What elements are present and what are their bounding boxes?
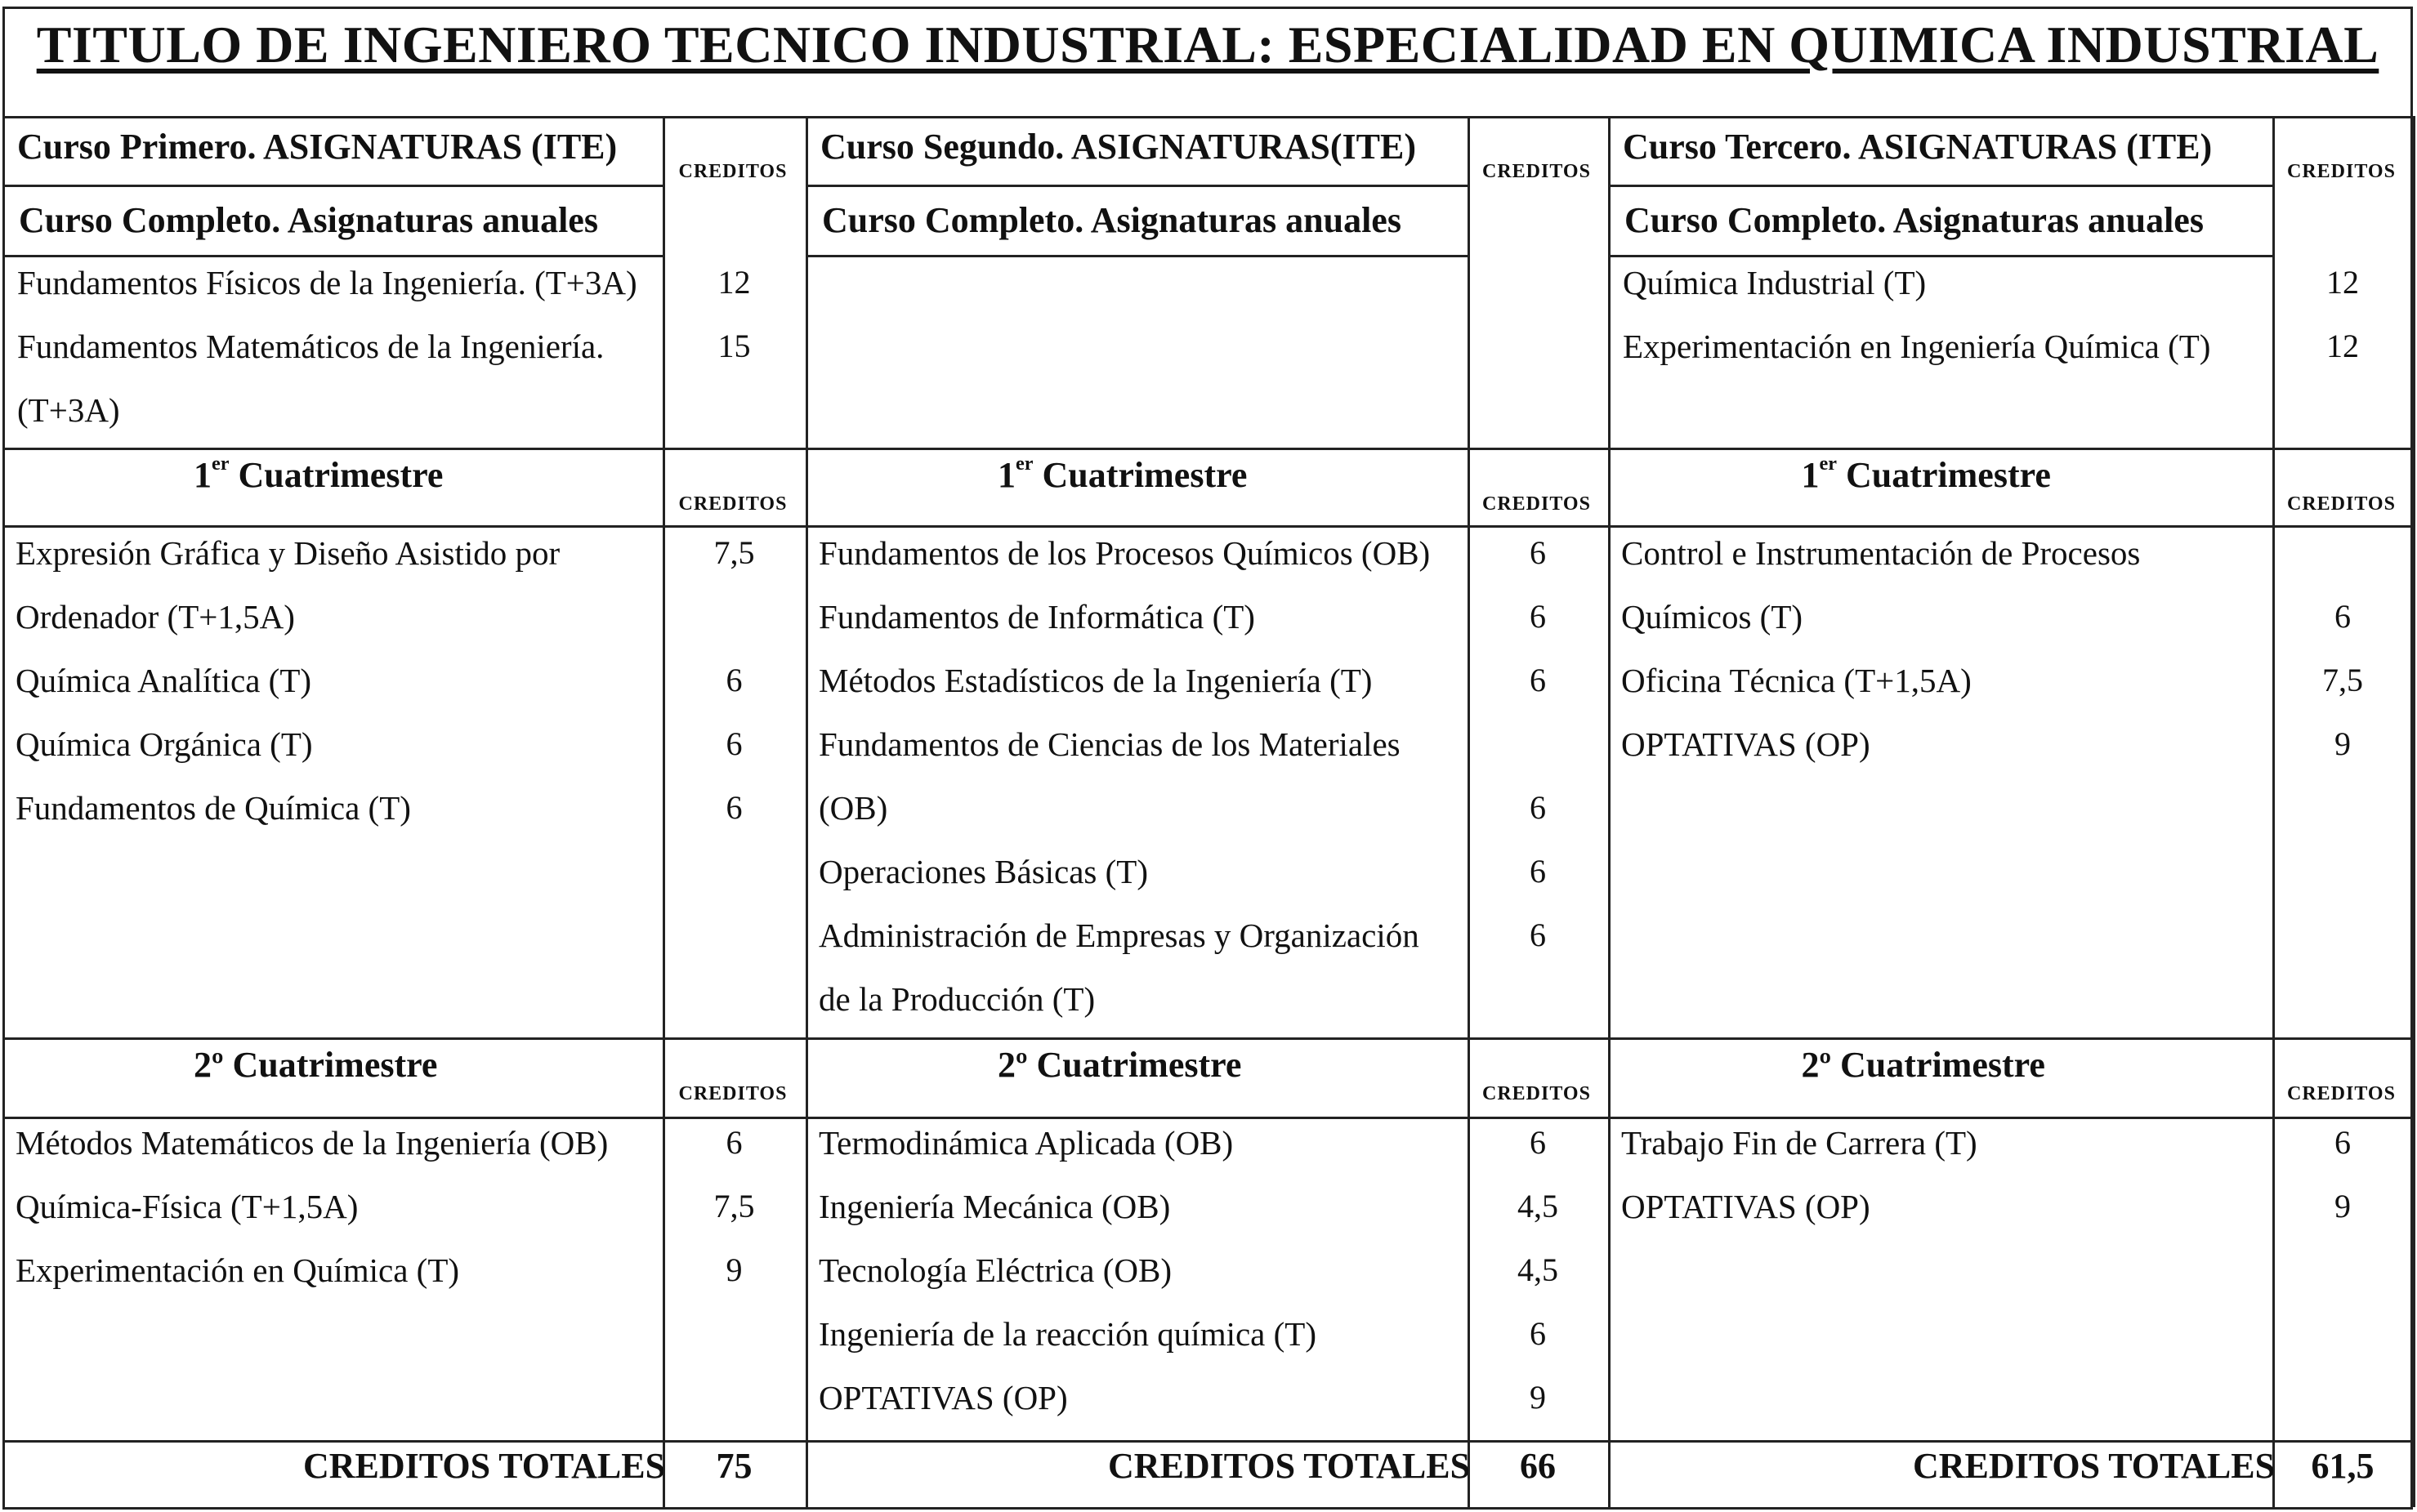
column-rule xyxy=(2413,116,2415,1507)
subject-credits: 4,5 xyxy=(1517,1188,1558,1224)
subject-name: (T+3A) xyxy=(17,391,120,429)
column-rule xyxy=(806,116,808,1507)
subject-credits: 6 xyxy=(726,1124,743,1161)
term1-header xyxy=(998,453,1248,495)
term1-text: Cuatrimestre xyxy=(229,455,444,495)
term1-header xyxy=(1801,453,2051,495)
credits-header: CREDITOS xyxy=(678,493,788,515)
subject-credits: 12 xyxy=(2326,264,2359,301)
credits-header: CREDITOS xyxy=(1482,161,1591,182)
page-title: TITULO DE INGENIERO TECNICO INDUSTRIAL: ESPECIALIDAD EN QUIMICA INDUSTRIAL xyxy=(36,16,2379,74)
subject-credits: 6 xyxy=(726,725,743,762)
subject-name: Química-Física (T+1,5A) xyxy=(16,1188,359,1225)
term1-number: 1 xyxy=(194,455,212,495)
term1-header xyxy=(194,453,444,495)
subject-name: Tecnología Eléctrica (OB) xyxy=(819,1251,1172,1289)
subject-name: OPTATIVAS (OP) xyxy=(1621,725,1870,763)
term1-text: Cuatrimestre xyxy=(1033,455,1248,495)
subject-credits: 6 xyxy=(1530,662,1546,698)
subject-name: Fundamentos de Ciencias de los Materiales xyxy=(819,725,1401,763)
credits-header: CREDITOS xyxy=(2287,1083,2396,1104)
subject-name: Experimentación en Química (T) xyxy=(16,1251,460,1289)
table-rule xyxy=(2,1507,806,1510)
subject-name: Química Orgánica (T) xyxy=(16,725,313,763)
subject-name: Química Industrial (T) xyxy=(1623,264,1927,301)
subject-name: Operaciones Básicas (T) xyxy=(819,853,1148,890)
course-header: Curso Primero. ASIGNATURAS (ITE) xyxy=(17,127,618,167)
column-rule xyxy=(2272,116,2275,1507)
subject-credits: 15 xyxy=(717,328,751,364)
term2-header: 2º Cuatrimestre xyxy=(998,1045,1242,1085)
header-rule xyxy=(1608,185,2272,187)
table-rule xyxy=(806,1507,1608,1510)
subject-credits: 9 xyxy=(726,1251,743,1288)
subject-name: Fundamentos Físicos de la Ingeniería. (T+3A) xyxy=(17,264,637,301)
subject-credits: 12 xyxy=(717,264,751,301)
subject-credits: 9 xyxy=(2334,725,2351,762)
subject-credits: 6 xyxy=(1530,534,1546,571)
column-rule xyxy=(663,116,665,1507)
term1-ordinal: er xyxy=(1819,453,1837,475)
totals-label: CREDITOS TOTALES xyxy=(1108,1446,1471,1486)
table-rule xyxy=(2,448,2413,450)
subject-name: OPTATIVAS (OP) xyxy=(1621,1188,1870,1225)
subject-name: (OB) xyxy=(819,789,888,827)
subject-name: Fundamentos de Informática (T) xyxy=(819,598,1255,636)
header-rule xyxy=(806,255,1468,257)
table-rule xyxy=(2,1440,2413,1443)
term1-number: 1 xyxy=(998,455,1016,495)
term1-number: 1 xyxy=(1801,455,1820,495)
term1-ordinal: er xyxy=(1016,453,1034,475)
full-course-label: Curso Completo. Asignaturas anuales xyxy=(19,200,598,240)
credits-header: CREDITOS xyxy=(1482,493,1591,515)
totals-value: 61,5 xyxy=(2311,1446,2375,1486)
credits-header: CREDITOS xyxy=(678,1083,788,1104)
table-rule xyxy=(2,525,2413,528)
subject-name: Termodinámica Aplicada (OB) xyxy=(819,1124,1234,1162)
credits-header: CREDITOS xyxy=(2287,161,2396,182)
full-course-label: Curso Completo. Asignaturas anuales xyxy=(1624,200,2204,240)
subject-credits: 4,5 xyxy=(1517,1251,1558,1288)
term2-header: 2º Cuatrimestre xyxy=(194,1045,438,1085)
title-box xyxy=(2,7,2413,117)
subject-credits: 6 xyxy=(726,662,743,698)
header-rule xyxy=(806,185,1468,187)
subject-credits: 12 xyxy=(2326,328,2359,364)
subject-name: Métodos Matemáticos de la Ingeniería (OB) xyxy=(16,1124,609,1162)
subject-name: Expresión Gráfica y Diseño Asistido por xyxy=(16,534,561,572)
subject-name: Fundamentos de Química (T) xyxy=(16,789,411,827)
subject-name: Administración de Empresas y Organización xyxy=(819,917,1419,954)
term1-ordinal: er xyxy=(212,453,230,475)
column-rule xyxy=(1468,116,1470,1507)
table-rule xyxy=(2,1117,2413,1119)
totals-label: CREDITOS TOTALES xyxy=(303,1446,666,1486)
subject-credits: 6 xyxy=(1530,598,1546,635)
totals-label: CREDITOS TOTALES xyxy=(1913,1446,2276,1486)
subject-credits: 6 xyxy=(1530,917,1546,953)
course-header: Curso Tercero. ASIGNATURAS (ITE) xyxy=(1623,127,2213,167)
subject-name: Métodos Estadísticos de la Ingeniería (T) xyxy=(819,662,1373,699)
subject-name: Fundamentos Matemáticos de la Ingeniería. xyxy=(17,328,605,365)
subject-name: Trabajo Fin de Carrera (T) xyxy=(1621,1124,1977,1162)
header-rule xyxy=(2,255,663,257)
credits-header: CREDITOS xyxy=(2287,493,2396,515)
totals-value: 75 xyxy=(716,1446,753,1486)
subject-credits: 6 xyxy=(2334,1124,2351,1161)
subject-credits: 7,5 xyxy=(713,534,755,571)
subject-name: de la Producción (T) xyxy=(819,980,1096,1018)
credits-header: CREDITOS xyxy=(1482,1083,1591,1104)
subject-name: Control e Instrumentación de Procesos xyxy=(1621,534,2141,572)
subject-credits: 7,5 xyxy=(2322,662,2363,698)
subject-name: Químicos (T) xyxy=(1621,598,1803,636)
table-rule xyxy=(2,116,2413,118)
subject-name: Ingeniería de la reacción química (T) xyxy=(819,1315,1316,1353)
subject-credits: 9 xyxy=(1530,1379,1546,1416)
subject-credits: 9 xyxy=(2334,1188,2351,1224)
subject-name: Química Analítica (T) xyxy=(16,662,312,699)
subject-credits: 6 xyxy=(726,789,743,826)
totals-value: 66 xyxy=(1520,1446,1556,1486)
subject-credits: 6 xyxy=(1530,789,1546,826)
subject-credits: 6 xyxy=(1530,1315,1546,1352)
column-rule xyxy=(1608,116,1611,1507)
term1-text: Cuatrimestre xyxy=(1836,455,2051,495)
full-course-label: Curso Completo. Asignaturas anuales xyxy=(822,200,1401,240)
column-rule xyxy=(2,116,5,1507)
subject-name: Ordenador (T+1,5A) xyxy=(16,598,295,636)
subject-credits: 6 xyxy=(2334,598,2351,635)
credits-header: CREDITOS xyxy=(678,161,788,182)
subject-name: Oficina Técnica (T+1,5A) xyxy=(1621,662,1972,699)
table-rule xyxy=(2,1037,2413,1040)
header-rule xyxy=(1608,255,2272,257)
subject-credits: 6 xyxy=(1530,1124,1546,1161)
subject-name: Ingeniería Mecánica (OB) xyxy=(819,1188,1171,1225)
subject-credits: 6 xyxy=(1530,853,1546,890)
term2-header: 2º Cuatrimestre xyxy=(1801,1045,2045,1085)
subject-name: Fundamentos de los Procesos Químicos (OB) xyxy=(819,534,1431,572)
course-header: Curso Segundo. ASIGNATURAS(ITE) xyxy=(820,127,1417,167)
table-rule xyxy=(1608,1507,2413,1510)
header-rule xyxy=(2,185,663,187)
subject-name: OPTATIVAS (OP) xyxy=(819,1379,1068,1416)
subject-name: Experimentación en Ingeniería Química (T) xyxy=(1623,328,2211,365)
subject-credits: 7,5 xyxy=(713,1188,755,1224)
